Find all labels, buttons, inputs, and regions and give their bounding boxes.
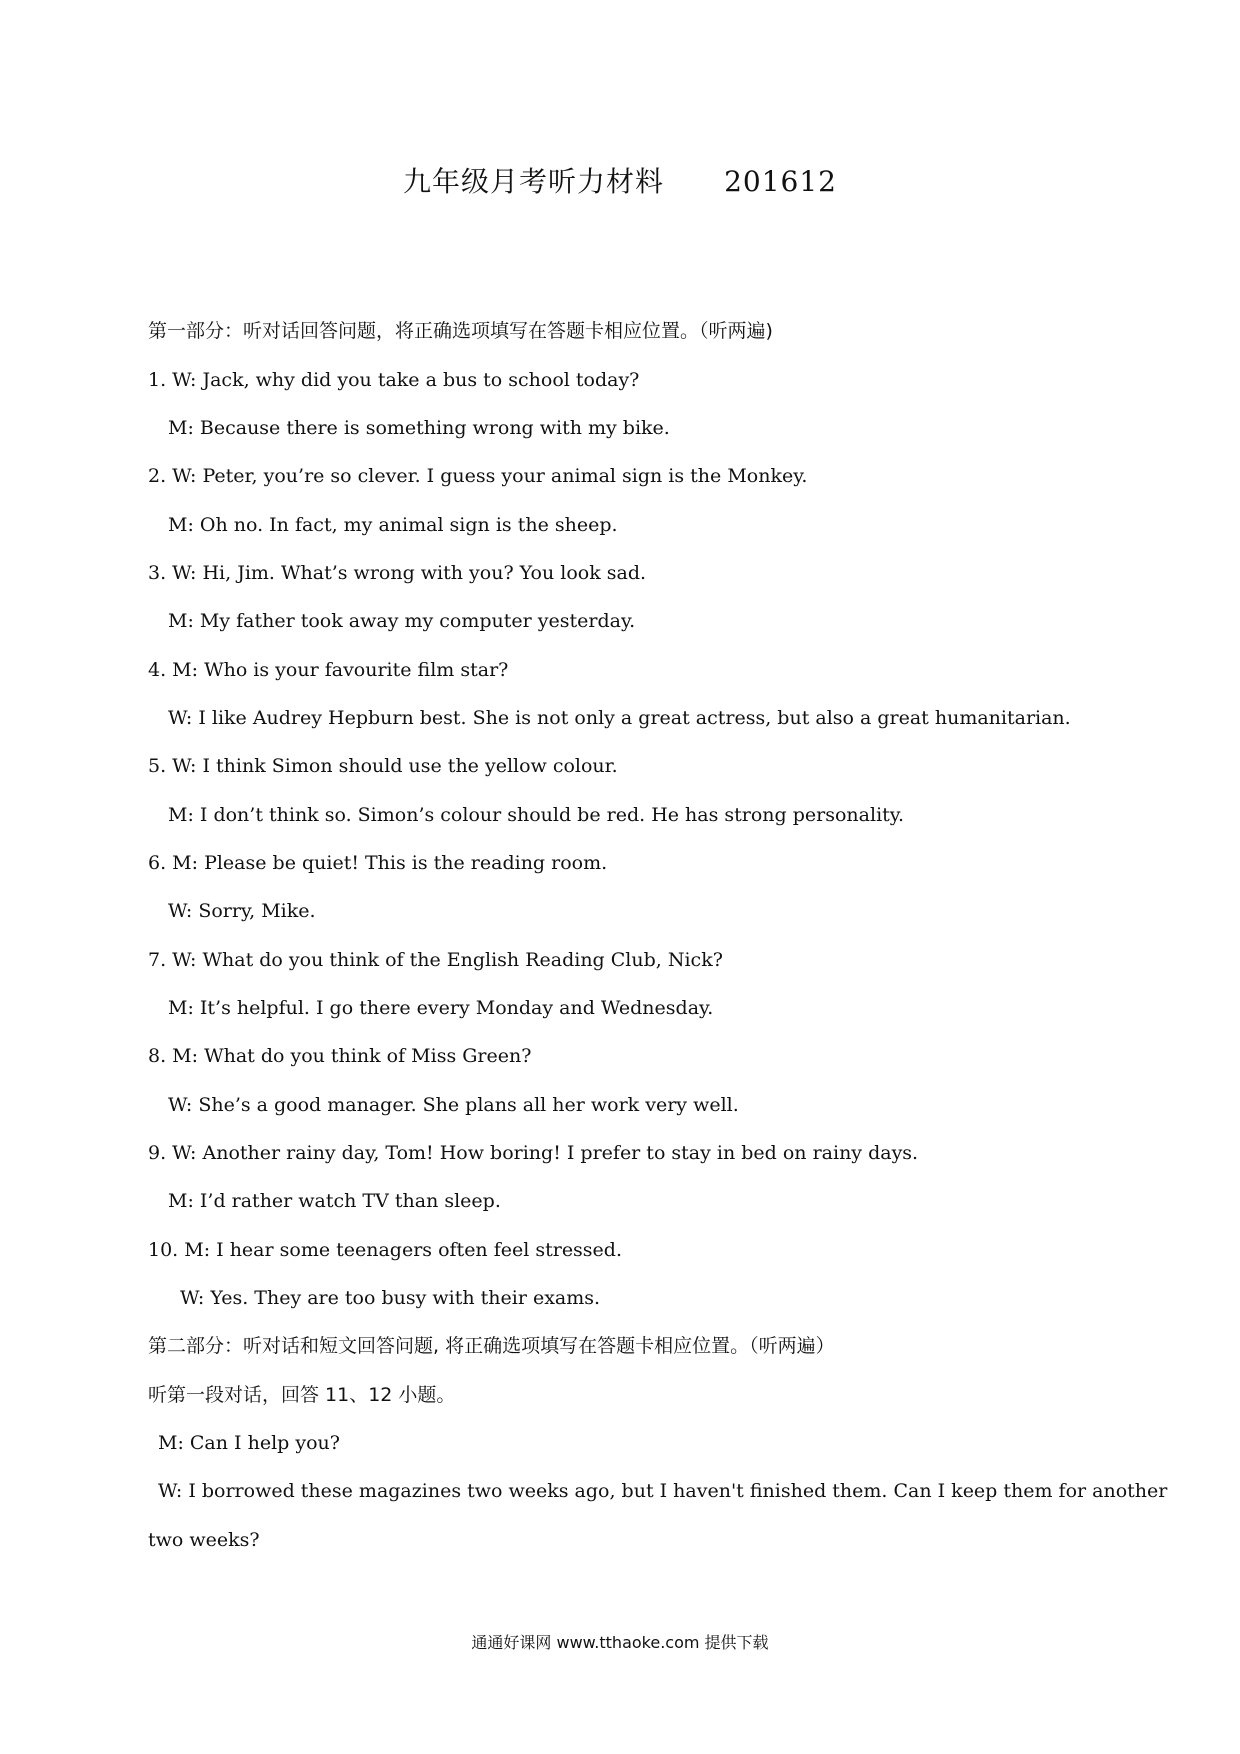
dialogue-line: M: Because there is something wrong with my bike. xyxy=(168,417,670,439)
dialogue-line: 5. W: I think Simon should use the yellow colour. xyxy=(148,755,618,777)
title-date: 201612 xyxy=(724,165,837,198)
dialogue-line: 3. W: Hi, Jim. What’s wrong with you? You look sad. xyxy=(148,562,647,584)
dialogue-line: 9. W: Another rainy day, Tom! How boring! I prefer to stay in bed on rainy days. xyxy=(148,1142,919,1164)
dialogue-line: M: My father took away my computer yesterday. xyxy=(168,610,636,632)
dialogue-line: W: I like Audrey Hepburn best. She is not only a great actress, but also a great humanitarian. xyxy=(168,707,1071,729)
dialogue-line: 7. W: What do you think of the English Reading Club, Nick? xyxy=(148,949,723,971)
dialogue-line: M: Can I help you? xyxy=(158,1432,340,1454)
dialogue-line: two weeks? xyxy=(148,1529,260,1551)
footer-credit: 通通好课网 www.tthaoke.com 提供下载 xyxy=(471,1633,769,1652)
dialogue-line: M: Oh no. In fact, my animal sign is the sheep. xyxy=(168,514,618,536)
part1-heading: 第一部分：听对话回答问题，将正确选项填写在答题卡相应位置。（听两遍) xyxy=(148,320,773,342)
dialogue-line: 10. M: I hear some teenagers often feel stressed. xyxy=(148,1239,623,1261)
dialogue-line: 4. M: Who is your favourite film star? xyxy=(148,659,509,681)
dialogue-line: M: It’s helpful. I go there every Monday and Wednesday. xyxy=(168,997,714,1019)
part2-subheading: 听第一段对话，回答 11、12 小题。 xyxy=(148,1384,456,1406)
dialogue-line: W: She’s a good manager. She plans all her work very well. xyxy=(168,1094,739,1116)
dialogue-line: W: I borrowed these magazines two weeks ago, but I haven't finished them. Can I keep them for another xyxy=(158,1480,1168,1502)
dialogue-line: M: I don’t think so. Simon’s colour should be red. He has strong personality. xyxy=(168,804,905,826)
dialogue-line: 6. M: Please be quiet! This is the reading room. xyxy=(148,852,608,874)
dialogue-line: 1. W: Jack, why did you take a bus to school today? xyxy=(148,369,640,391)
dialogue-line: W: Yes. They are too busy with their exams. xyxy=(180,1287,601,1309)
part2-heading: 第二部分：听对话和短文回答问题, 将正确选项填写在答题卡相应位置。（听两遍） xyxy=(148,1335,835,1357)
page-title xyxy=(0,160,1240,200)
title-text: 九年级月考听力材料 xyxy=(403,165,665,198)
dialogue-line: 8. M: What do you think of Miss Green? xyxy=(148,1045,532,1067)
dialogue-line: 2. W: Peter, you’re so clever. I guess your animal sign is the Monkey. xyxy=(148,465,808,487)
dialogue-line: M: I’d rather watch TV than sleep. xyxy=(168,1190,501,1212)
dialogue-line: W: Sorry, Mike. xyxy=(168,900,316,922)
